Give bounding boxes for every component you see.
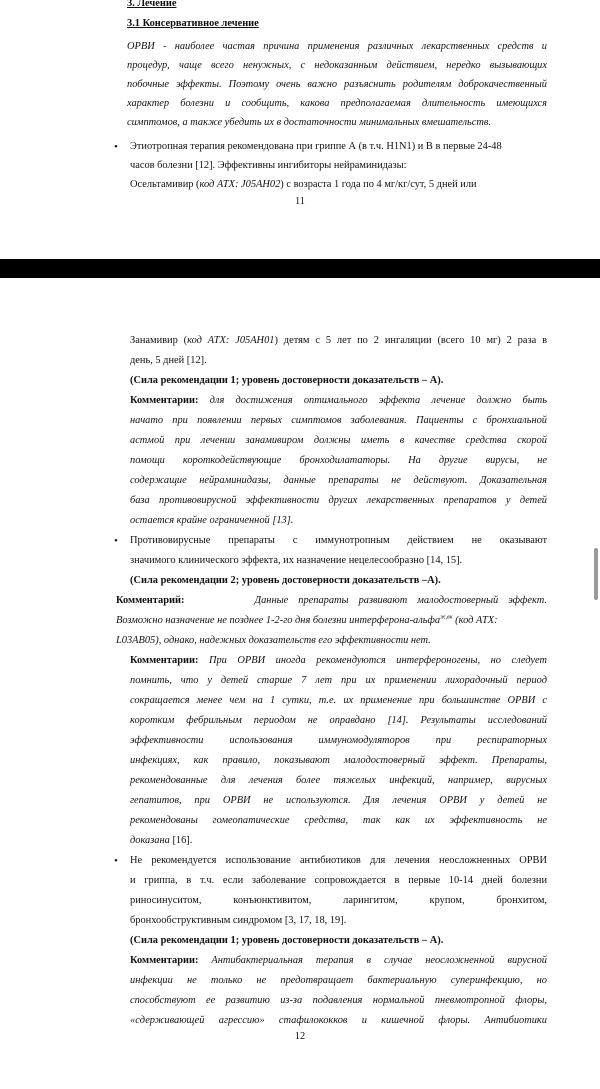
comment-line: способствуют ее развитию из-за подавления нормальной пневмотропной флоры, bbox=[130, 995, 547, 1006]
comment-line: гепатитов, при ОРВИ не используются. Для лечения ОРВИ у детей не bbox=[130, 795, 547, 806]
bullet-line: и гриппа, в т.ч. если заболевание сопровождается в первые 10-14 дней болезни bbox=[130, 875, 547, 886]
comment-line: сокращается менее чем на 1 сутки, т.е. их применение при большинстве ОРВИ с bbox=[130, 695, 547, 706]
recommendation-strength: (Сила рекомендации 1; уровень достоверности доказательств – А). bbox=[130, 935, 444, 946]
intro-line: процедур, чаще всего ненужных, с недоказанным действием, нередко вызывающих bbox=[127, 60, 547, 71]
comment-line: «сдерживающей агрессию» стафилококков и кишечной флоры. Антибиотики bbox=[130, 1015, 547, 1026]
recommendation-strength: (Сила рекомендации 2; уровень достоверности доказательств –А). bbox=[130, 575, 441, 586]
bullet-line: Не рекомендуется использование антибиотиков для лечения неосложненных ОРВИ bbox=[130, 855, 547, 866]
subsection-heading: 3.1 Консервативное лечение bbox=[127, 18, 259, 29]
scrollbar-thumb[interactable] bbox=[594, 548, 598, 600]
bullet-line: Противовирусные препараты с иммунотропным действием не оказывают bbox=[130, 535, 547, 546]
comment-line: начато при появлении первых симптомов заболевания. Пациенты с бронхиальной bbox=[130, 415, 547, 426]
comment-line: Комментарии: Антибактериальная терапия в случае неосложненной вирусной bbox=[130, 955, 547, 966]
intro-line: симптомов, а также убедить их в достаточности минимальных вмешательств. bbox=[127, 117, 492, 128]
zanamivir-line: день, 5 дней [12]. bbox=[130, 355, 207, 366]
bullet-icon: • bbox=[114, 855, 118, 867]
bullet-icon: • bbox=[114, 141, 118, 153]
section-heading: 3. Лечение bbox=[127, 0, 177, 9]
comment-line: помнить, что у детей старше 7 лет при их применении лихорадочный период bbox=[130, 675, 547, 686]
comment-line: содержащие нейраминидазы, данные препараты не действуют. Доказательная bbox=[130, 475, 547, 486]
comment-line: помощи короткодействующие бронходилататоры. На другие вирусы, не bbox=[130, 455, 547, 466]
comment-line: инфекциях, как правило, показывают малодостоверный эффект. Препараты, bbox=[130, 755, 547, 766]
recommendation-strength: (Сила рекомендации 1; уровень достоверности доказательств – А). bbox=[130, 375, 444, 386]
intro-line: характер болезни и сообщить, какова предполагаемая длительность имеющихся bbox=[127, 98, 547, 109]
comment-line: остается крайне ограниченной [13]. bbox=[130, 515, 294, 526]
comment-line: рекомендованы гомеопатические средства, так как их эффективность не bbox=[130, 815, 547, 826]
comment-line: Комментарии: При ОРВИ иногда рекомендуются интерфероногены, но следует bbox=[130, 655, 547, 666]
comment-line: Комментарий: Данные препараты развивают малодостоверный эффект. bbox=[116, 595, 547, 606]
bullet-line: риносинуситом, конъюнктивитом, ларингитом, крупом, бронхитом, bbox=[130, 895, 547, 906]
zanamivir-line: Занамивир (код АТХ: J05AH01) детям с 5 лет по 2 ингаляции (всего 10 мг) 2 раза в bbox=[130, 335, 547, 346]
comment-line: инфекции не только не предотвращает бактериальную суперинфекцию, но bbox=[130, 975, 547, 986]
comment-line: эффективности использования иммуномодуляторов при респираторных bbox=[130, 735, 547, 746]
bullet-icon: • bbox=[114, 535, 118, 547]
intro-line: ОРВИ - наиболее частая причина применения различных лекарственных средств и bbox=[127, 41, 547, 52]
bullet-line: значимого клинического эффекта, их назначение нецелесообразно [14, 15]. bbox=[130, 555, 463, 566]
document-page-12 bbox=[0, 278, 600, 1089]
intro-line: побочные эффекты. Поэтому очень важно разъяснить родителям доброкачественный bbox=[127, 79, 547, 90]
oseltamivir-line: Осельтамивир (код АТХ: J05AH02) с возраста 1 года по 4 мг/кг/сут, 5 дней или bbox=[130, 179, 477, 190]
comment-line: L03AB05), однако, надежных доказательств его эффективности нет. bbox=[116, 635, 431, 646]
comment-line: доказана [16]. bbox=[130, 835, 193, 846]
comment-line: Комментарии: для достижения оптимального эффекта лечение должно быть bbox=[130, 395, 547, 406]
document-page-11 bbox=[0, 0, 600, 259]
comment-line: база противовирусной эффективности других лекарственных препаратов у детей bbox=[130, 495, 547, 506]
comment-line: астмой при лечении занамивиром должны иметь в качестве средства скорой bbox=[130, 435, 547, 446]
bullet-line: часов болезни [12]. Эффективны ингибиторы нейраминидазы: bbox=[130, 160, 407, 171]
comment-line: рекомендованные для лечения более тяжелых инфекций, например, вирусных bbox=[130, 775, 547, 786]
comment-line: коротким фебрильным периодом не оправдано [14]. Результаты исследований bbox=[130, 715, 547, 726]
page-number: 11 bbox=[294, 196, 305, 207]
bullet-line: бронхообструктивным синдромом [3, 17, 18, 19]. bbox=[130, 915, 347, 926]
comment-line: Возможно назначение не позднее 1-2-го дня болезни интерферона-альфа$^{ж,вк}$ (код АТХ: bbox=[116, 614, 498, 626]
bullet-line: Этиотропная терапия рекомендована при гриппе А (в т.ч. H1N1) и В в первые 24-48 bbox=[130, 141, 502, 152]
page-number: 12 bbox=[294, 1031, 306, 1042]
